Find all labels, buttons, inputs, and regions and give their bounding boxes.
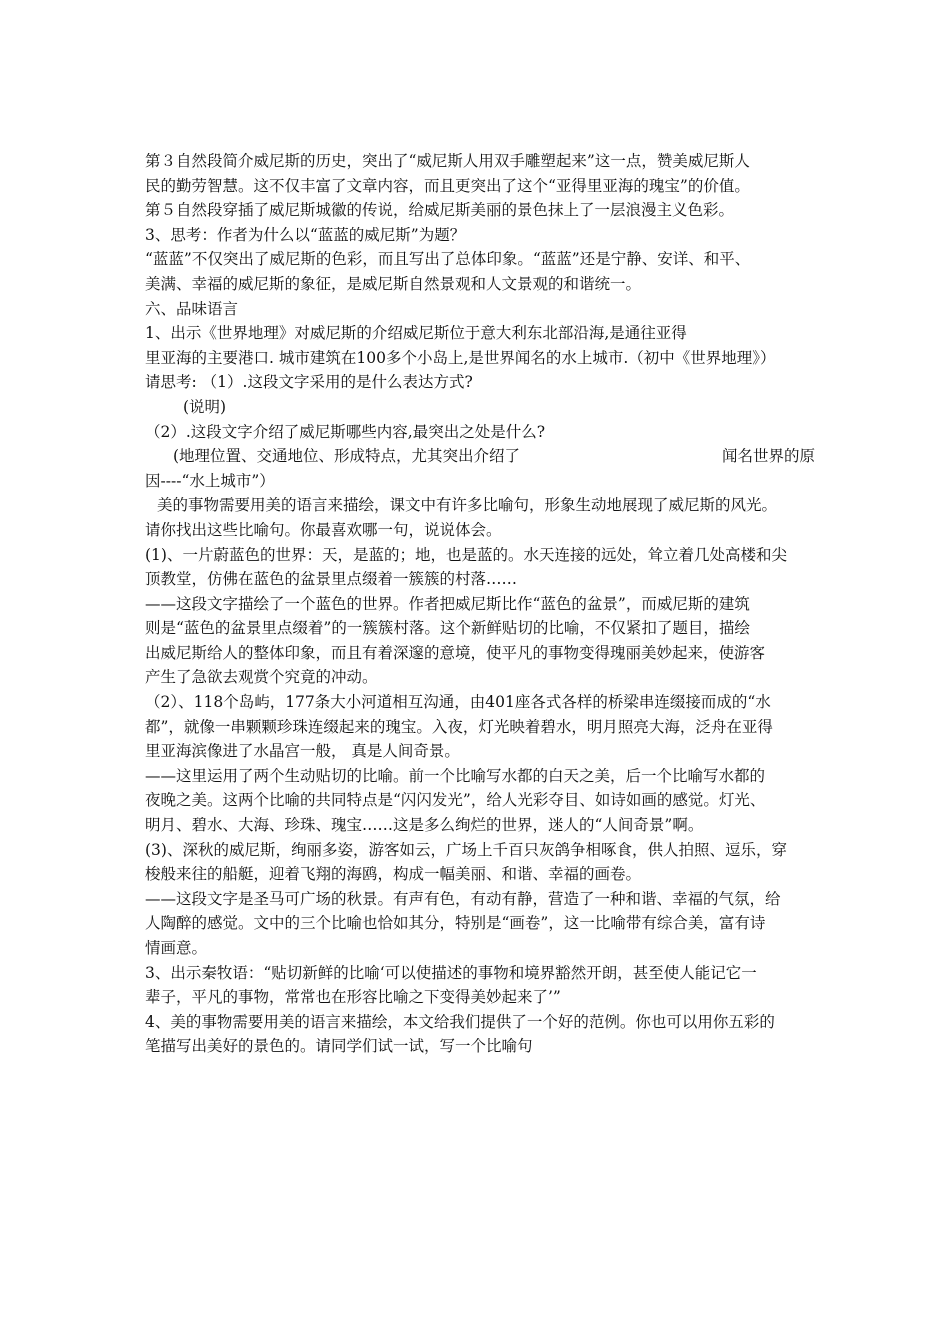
text-line: 请思考: （1）.这段文字采用的是什么表达方式?: [145, 373, 473, 392]
text-line: 夜晚之美。这两个比喻的共同特点是“闪闪发光”，给人光彩夺目、如诗如画的感觉。灯光、: [145, 791, 766, 810]
text-line: 1、出示《世界地理》对威尼斯的介绍威尼斯位于意大利东北部沿海,是通往亚得: [145, 324, 687, 343]
text-line: ——这段文字是圣马可广场的秋景。有声有色，有动有静，营造了一种和谐、幸福的气氛，给: [145, 889, 781, 908]
text-line: 梭般来往的船艇，迎着飞翔的海鸥，构成一幅美丽、和谐、幸福的画卷。: [145, 865, 642, 884]
text-line: ——这段文字描绘了一个蓝色的世界。作者把威尼斯比作“蓝色的盆景”，而威尼斯的建筑: [145, 594, 750, 613]
text-line: 里亚海滨像进了水晶宫一般， 真是人间奇景。: [145, 742, 460, 761]
text-line: 出威尼斯给人的整体印象，而且有着深邃的意境，使平凡的事物变得瑰丽美妙起来，使游客: [145, 643, 766, 662]
text-line: 3、思考：作者为什么以“蓝蓝的威尼斯”为题？: [145, 225, 466, 244]
text-line: 都”，就像一串颗颗珍珠连缀起来的瑰宝。入夜，灯光映着碧水，明月照亮大海，泛舟在亚得: [145, 717, 773, 736]
section-heading: 六、品味语言: [145, 299, 239, 318]
answer-line-split: [145, 444, 815, 469]
text-line: 明月、碧水、大海、珍珠、瑰宝……这是多么绚烂的世界，迷人的“人间奇景”啊。: [145, 816, 704, 835]
answer-line: (说明): [183, 397, 227, 416]
text-line: 4、美的事物需要用美的语言来描绘，本文给我们提供了一个好的范例。你也可以用你五彩的: [145, 1012, 775, 1031]
answer-line-left: (地理位置、交通地位、形成特点，尤其突出介绍了: [173, 447, 521, 466]
text-line: 第３自然段简介威尼斯的历史，突出了“威尼斯人用双手雕塑起来”这一点，赞美威尼斯人: [145, 152, 750, 170]
text-line: 辈子，平凡的事物，常常也在形容比喻之下变得美妙起来了’”: [145, 988, 561, 1007]
text-line: 里亚海的主要港口. 城市建筑在100多个小岛上,是世界闻名的水上城市.（初中《世界地理》）: [145, 348, 776, 367]
text-line: “蓝蓝”不仅突出了威尼斯的色彩，而且写出了总体印象。“蓝蓝”还是宁静、安详、和平、: [145, 250, 751, 269]
text-line: 产生了急欲去观赏个究竟的冲动。: [145, 668, 378, 687]
text-line: 顶教堂，仿佛在蓝色的盆景里点缀着一簇簇的村落……: [145, 570, 518, 589]
text-line: (3)、深秋的威尼斯，绚丽多姿，游客如云，广场上千百只灰鸽争相啄食，供人拍照、逗乐，穿: [145, 840, 787, 859]
text-line: 3、出示秦牧语：“贴切新鲜的比喻‘可以使描述的事物和境界豁然开朗，甚至使人能记它一: [145, 963, 757, 982]
text-line: 第５自然段穿插了威尼斯城徽的传说，给威尼斯美丽的景色抹上了一层浪漫主义色彩。: [145, 201, 735, 220]
text-line: （2）.这段文字介绍了威尼斯哪些内容,最突出之处是什么?: [145, 422, 546, 441]
text-line: （2）、118个岛屿，177条大小河道相互沟通，由401座各式各样的桥梁串连缀接而成的“水: [145, 693, 771, 712]
text-line: 情画意。: [145, 939, 208, 957]
text-line: 人陶醉的感觉。文中的三个比喻也恰如其分，特别是“画卷”，这一比喻带有综合美，富有诗: [145, 914, 766, 933]
text-line: 民的勤劳智慧。这不仅丰富了文章内容，而且更突出了这个“亚得里亚海的瑰宝”的价值。: [145, 176, 750, 195]
text-line: 请你找出这些比喻句。你最喜欢哪一句，说说体会。: [145, 520, 502, 539]
text-line: 美的事物需要用美的语言来描绘，课文中有许多比喻句，形象生动地展现了威尼斯的风光。: [157, 496, 778, 515]
text-line: 因----“水上城市”）: [145, 471, 275, 490]
document-page: [145, 149, 815, 1059]
text-line: 美满、幸福的威尼斯的象征，是威尼斯自然景观和人文景观的和谐统一。: [145, 274, 642, 293]
text-line: 笔描写出美好的景色的。请同学们试一试，写一个比喻句: [145, 1037, 533, 1056]
answer-line-right: 闻名世界的原: [721, 447, 815, 466]
text-line: (1)、一片蔚蓝色的世界：天，是蓝的；地，也是蓝的。水天连接的远处，耸立着几处高楼和尖: [145, 545, 787, 564]
text-line: ——这里运用了两个生动贴切的比喻。前一个比喻写水都的白天之美，后一个比喻写水都的: [145, 766, 766, 785]
text-line: 则是“蓝色的盆景里点缀着”的一簇簇村落。这个新鲜贴切的比喻，不仅紧扣了题目，描绘: [145, 619, 750, 638]
